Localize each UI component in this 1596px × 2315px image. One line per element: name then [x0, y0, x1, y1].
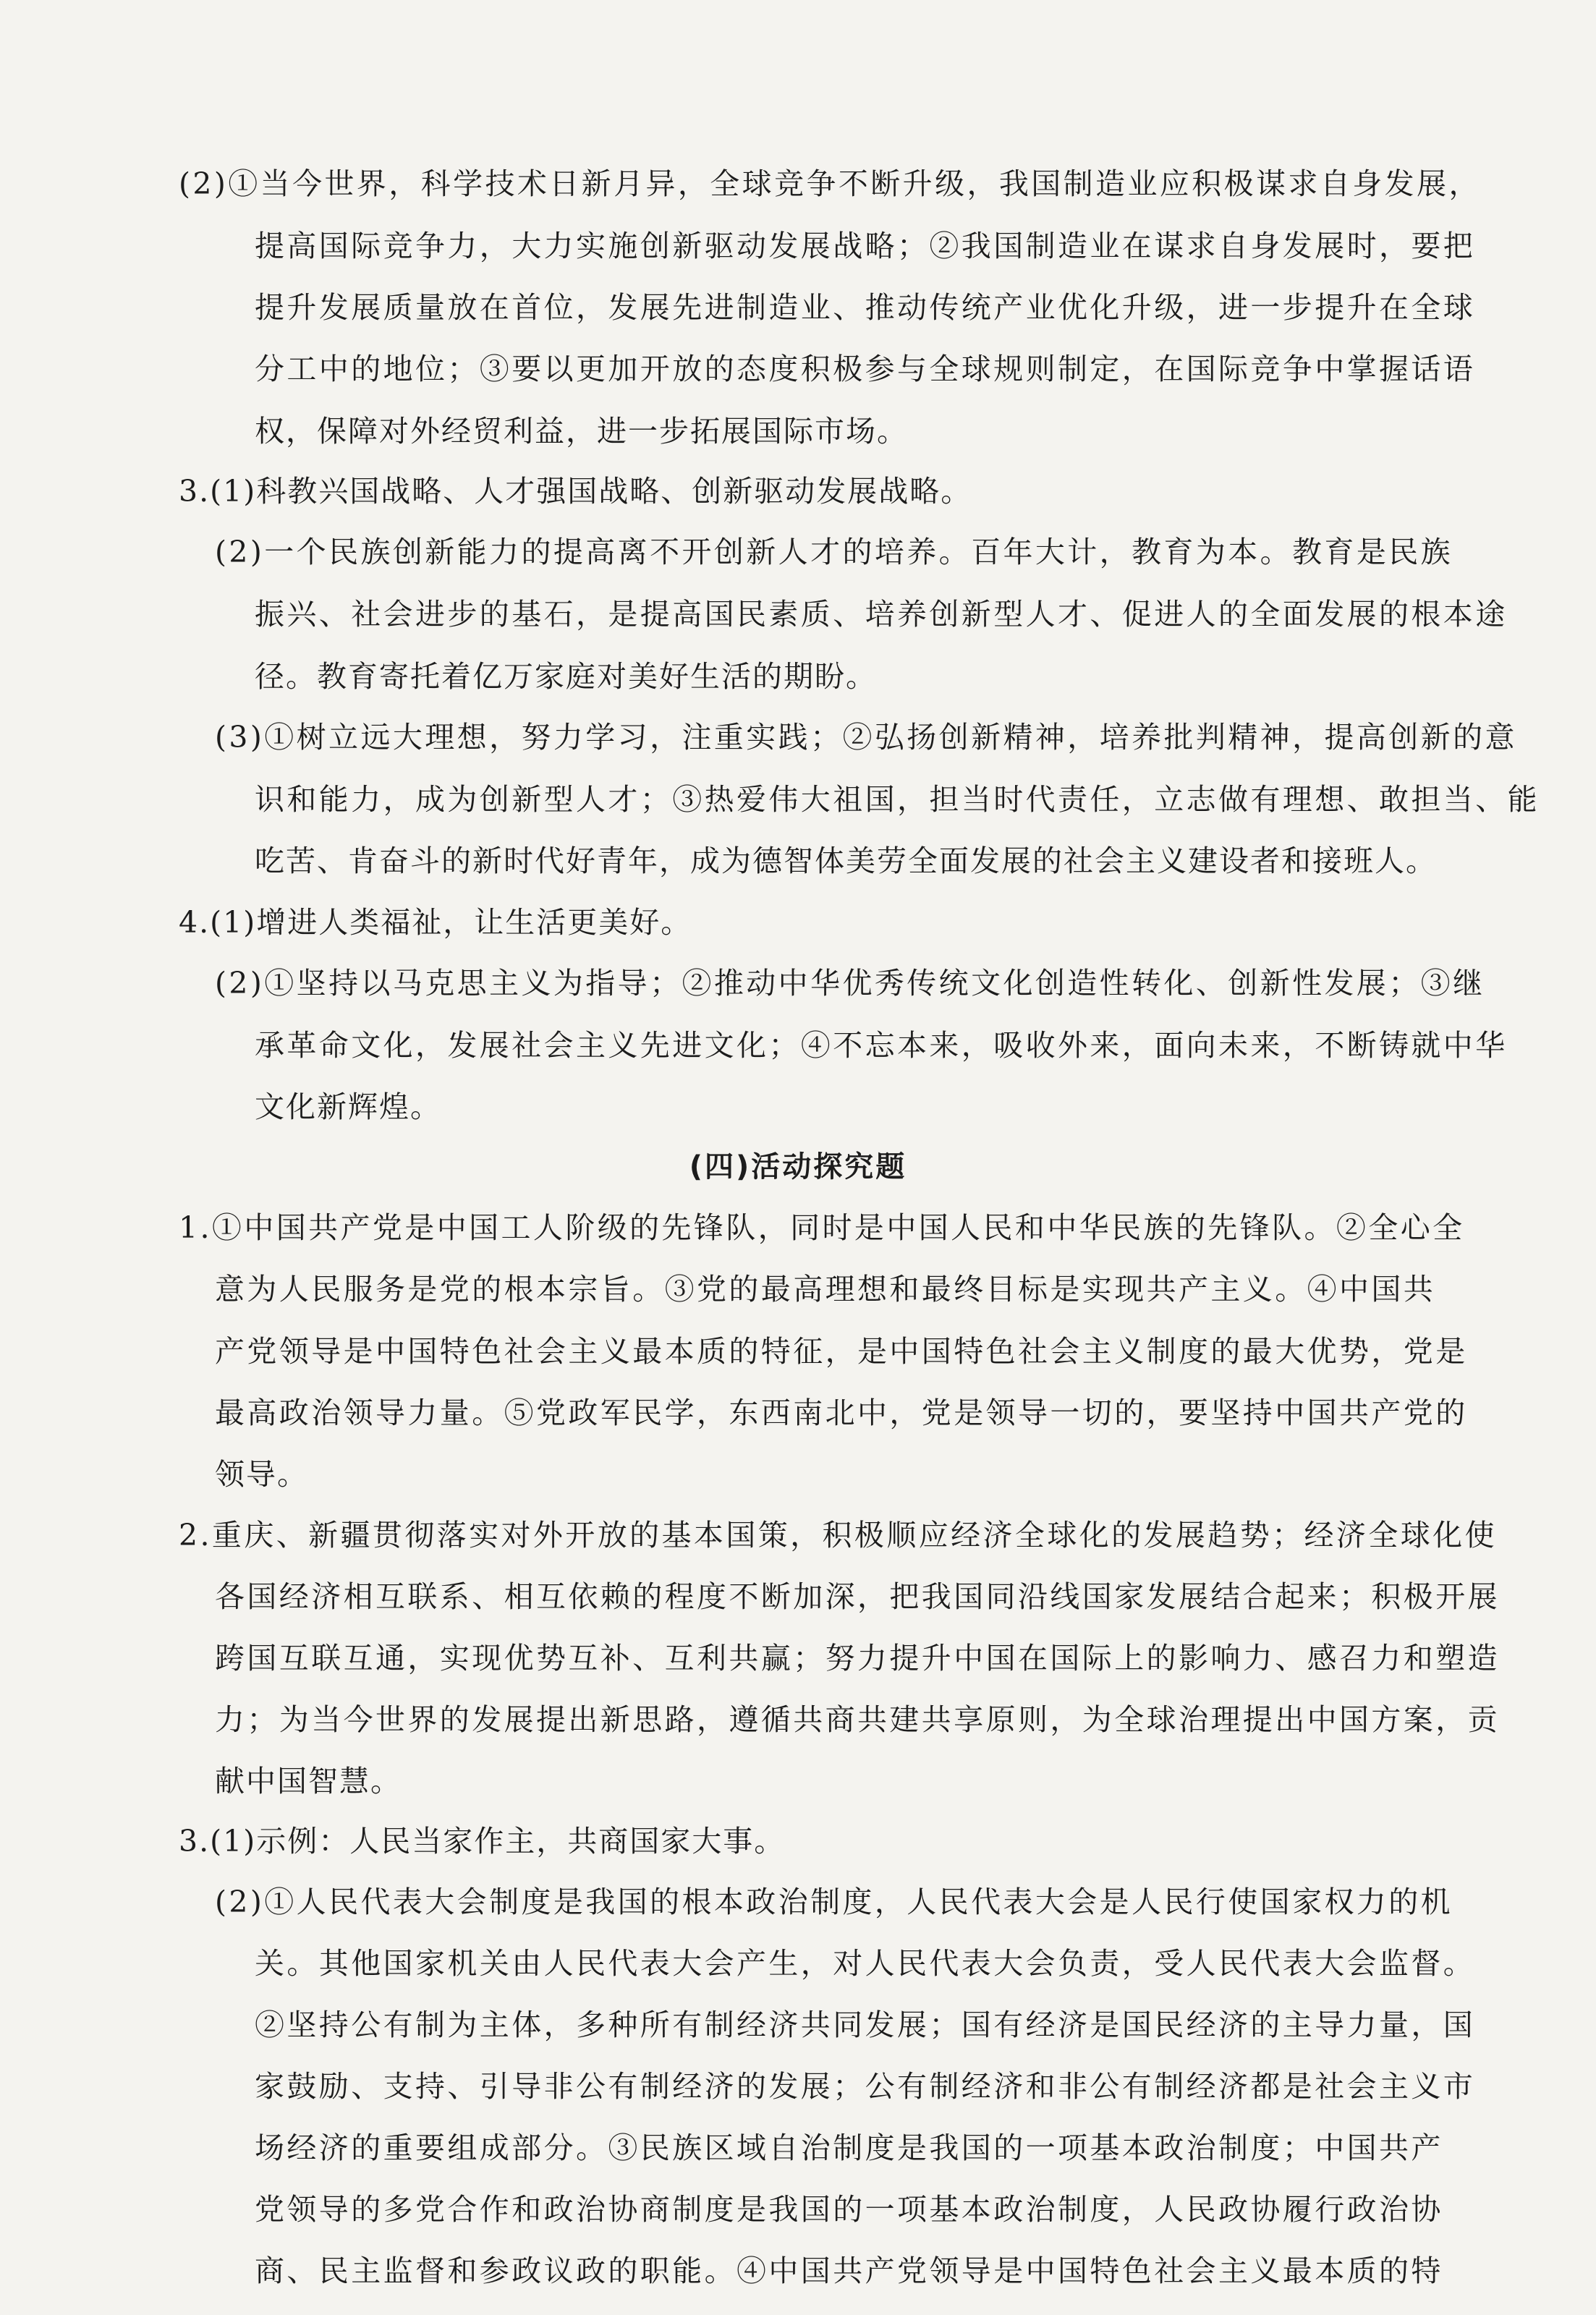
- text-line: 1.①中国共产党是中国工人阶级的先锋队，同时是中国人民和中华民族的先锋队。②全心全: [179, 1210, 1465, 1245]
- text-line: 承革命文化，发展社会主义先进文化；④不忘本来，吸收外来，面向未来，不断铸就中华: [255, 1028, 1508, 1063]
- text-line: 场经济的重要组成部分。③民族区域自治制度是我国的一项基本政治制度；中国共产: [255, 2131, 1443, 2165]
- text-line: 2.重庆、新疆贯彻落实对外开放的基本国策，积极顺应经济全球化的发展趋势；经济全球化使: [179, 1518, 1497, 1552]
- text-line: 力；为当今世界的发展提出新思路，遵循共商共建共享原则，为全球治理提出中国方案，贡: [215, 1702, 1500, 1737]
- text-line: 权，保障对外经贸利益，进一步拓展国际市场。: [255, 414, 908, 449]
- section-heading: (四)活动探究题: [689, 1150, 907, 1184]
- text-line: 关。其他国家机关由人民代表大会产生，对人民代表大会负责，受人民代表大会监督。: [255, 1946, 1476, 1981]
- text-line: 3.(1)科教兴国战略、人才强国战略、创新驱动发展战略。: [179, 474, 972, 509]
- text-line: 领导。: [215, 1457, 308, 1492]
- text-line: (3)①树立远大理想，努力学习，注重实践；②弘扬创新精神，培养批判精神，提高创新的意: [215, 720, 1517, 755]
- text-line: 分工中的地位；③要以更加开放的态度积极参与全球规则制定，在国际竞争中掌握话语: [255, 352, 1476, 386]
- text-line: 跨国互联互通，实现优势互补、互利共赢；努力提升中国在国际上的影响力、感召力和塑造: [215, 1641, 1500, 1675]
- text-line: 各国经济相互联系、相互依赖的程度不断加深，把我国同沿线国家发展结合起来；积极开展: [215, 1579, 1500, 1614]
- text-line: (2)①坚持以马克思主义为指导；②推动中华优秀传统文化创造性转化、创新性发展；③继: [215, 966, 1485, 1001]
- text-line: 意为人民服务是党的根本宗旨。③党的最高理想和最终目标是实现共产主义。④中国共: [215, 1272, 1436, 1307]
- text-line: (2)一个民族创新能力的提高离不开创新人才的培养。百年大计，教育为本。教育是民族: [215, 535, 1453, 569]
- text-line: 商、民主监督和参政议政的职能。④中国共产党领导是中国特色社会主义最本质的特: [255, 2254, 1443, 2288]
- text-line: 4.(1)增进人类福祉，让生活更美好。: [179, 905, 692, 940]
- text-line: 产党领导是中国特色社会主义最本质的特征，是中国特色社会主义制度的最大优势，党是: [215, 1334, 1468, 1369]
- text-line: 吃苦、肯奋斗的新时代好青年，成为德智体美劳全面发展的社会主义建设者和接班人。: [255, 844, 1437, 878]
- text-line: 径。教育寄托着亿万家庭对美好生活的期盼。: [255, 659, 877, 694]
- text-line: ②坚持公有制为主体，多种所有制经济共同发展；国有经济是国民经济的主导力量，国: [255, 2008, 1476, 2042]
- text-line: 识和能力，成为创新型人才；③热爱伟大祖国，担当时代责任，立志做有理想、敢担当、能: [255, 782, 1540, 817]
- text-line: (2)①当今世界，科学技术日新月异，全球竞争不断升级，我国制造业应积极谋求自身发展，: [179, 166, 1481, 201]
- text-line: 振兴、社会进步的基石，是提高国民素质、培养创新型人才、促进人的全面发展的根本途: [255, 597, 1508, 632]
- text-line: 最高政治领导力量。⑤党政军民学，东西南北中，党是领导一切的，要坚持中国共产党的: [215, 1396, 1468, 1430]
- text-line: (2)①人民代表大会制度是我国的根本政治制度，人民代表大会是人民行使国家权力的机: [215, 1885, 1453, 1919]
- text-line: 提升发展质量放在首位，发展先进制造业、推动传统产业优化升级，进一步提升在全球: [255, 290, 1476, 325]
- text-line: 献中国智慧。: [215, 1764, 402, 1798]
- text-line: 提高国际竞争力，大力实施创新驱动发展战略；②我国制造业在谋求自身发展时，要把: [255, 229, 1476, 263]
- text-line: 家鼓励、支持、引导非公有制经济的发展；公有制经济和非公有制经济都是社会主义市: [255, 2069, 1476, 2104]
- text-line: 文化新辉煌。: [255, 1089, 441, 1124]
- text-line: 3.(1)示例：人民当家作主，共商国家大事。: [179, 1824, 786, 1859]
- text-line: 党领导的多党合作和政治协商制度是我国的一项基本政治制度，人民政协履行政治协: [255, 2192, 1443, 2227]
